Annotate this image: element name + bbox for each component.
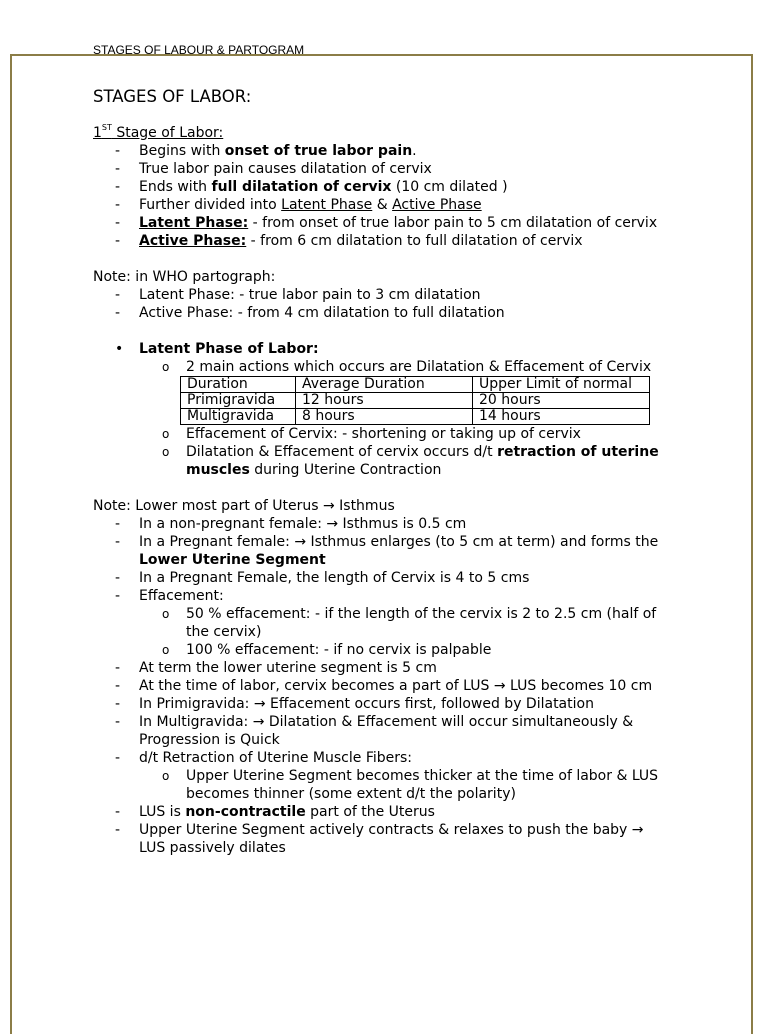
table-cell: 12 hours xyxy=(296,393,473,409)
list-item: - Ends with full dilatation of cervix (10 cm dilated ) xyxy=(115,179,508,195)
list-item: - In a Pregnant female: → Isthmus enlarges (to 5 cm at term) and forms the xyxy=(115,534,659,550)
list-item: - In Primigravida: → Effacement occurs first, followed by Dilatation xyxy=(115,696,594,712)
table-cell: 8 hours xyxy=(296,409,473,425)
list-item: - Begins with onset of true labor pain. xyxy=(115,143,417,159)
list-item: - At term the lower uterine segment is 5 cm xyxy=(115,660,437,676)
table-cell: Primigravida xyxy=(181,393,296,409)
list-item: - In a non-pregnant female: → Isthmus is 0.5 cm xyxy=(115,516,467,532)
sub-list-item: o 100 % effacement: - if no cervix is palpable xyxy=(162,642,492,658)
latent-phase-heading: • Latent Phase of Labor: xyxy=(115,341,319,357)
list-item: - d/t Retraction of Uterine Muscle Fibers: xyxy=(115,750,413,766)
list-item: - Active Phase: - from 6 cm dilatation to full dilatation of cervix xyxy=(115,233,583,249)
list-item: - Effacement: xyxy=(115,588,224,604)
table-header-cell: Duration xyxy=(181,377,296,393)
table-cell: 14 hours xyxy=(473,409,650,425)
table-row xyxy=(181,393,650,409)
first-stage-heading: 1ST Stage of Labor: xyxy=(93,123,224,141)
list-item: - Further divided into Latent Phase & Active Phase xyxy=(115,197,482,213)
table-cell: 20 hours xyxy=(473,393,650,409)
who-note-heading: Note: in WHO partograph: xyxy=(93,269,276,285)
table-header-row xyxy=(181,377,650,393)
list-item: - Active Phase: - from 4 cm dilatation to full dilatation xyxy=(115,305,505,321)
document-body xyxy=(93,86,753,857)
sub-list-item: o Upper Uterine Segment becomes thicker at the time of labor & LUS xyxy=(162,768,659,784)
duration-table xyxy=(180,376,650,425)
list-item: - True labor pain causes dilatation of cervix xyxy=(115,161,432,177)
list-item: - Latent Phase: - from onset of true labor pain to 5 cm dilatation of cervix xyxy=(115,215,658,231)
list-item: - LUS is non-contractile part of the Uterus xyxy=(115,804,435,820)
list-item: - Upper Uterine Segment actively contracts & relaxes to push the baby → xyxy=(115,822,644,838)
sub-list-item: o 50 % effacement: - if the length of the cervix is 2 to 2.5 cm (half of xyxy=(162,606,657,622)
document-header: STAGES OF LABOUR & PARTOGRAM xyxy=(93,43,305,57)
table-row xyxy=(181,409,650,425)
list-item: - Latent Phase: - true labor pain to 3 cm dilatation xyxy=(115,287,481,303)
table-cell: Multigravida xyxy=(181,409,296,425)
list-item-continuation: LUS passively dilates xyxy=(139,840,286,856)
list-item-continuation: Lower Uterine Segment xyxy=(139,552,326,568)
sub-list-item-continuation: muscles during Uterine Contraction xyxy=(186,462,442,478)
list-item: - In a Pregnant Female, the length of Cervix is 4 to 5 cms xyxy=(115,570,530,586)
table-header-cell: Average Duration xyxy=(296,377,473,393)
sub-list-item: o Effacement of Cervix: - shortening or taking up of cervix xyxy=(162,426,581,442)
sub-list-item-continuation: the cervix) xyxy=(186,624,262,640)
sub-list-item: o Dilatation & Effacement of cervix occurs d/t retraction of uterine xyxy=(162,444,659,460)
list-item: - In Multigravida: → Dilatation & Effacement will occur simultaneously & xyxy=(115,714,634,730)
list-item: - At the time of labor, cervix becomes a part of LUS → LUS becomes 10 cm xyxy=(115,678,653,694)
sub-list-item: o 2 main actions which occurs are Dilatation & Effacement of Cervix xyxy=(162,359,652,375)
uterus-note-heading: Note: Lower most part of Uterus → Isthmus xyxy=(93,498,395,514)
table-header-cell: Upper Limit of normal xyxy=(473,377,650,393)
list-item-continuation: Progression is Quick xyxy=(139,732,280,748)
sub-list-item-continuation: becomes thinner (some extent d/t the polarity) xyxy=(186,786,516,802)
page-title: STAGES OF LABOR: xyxy=(93,87,252,106)
